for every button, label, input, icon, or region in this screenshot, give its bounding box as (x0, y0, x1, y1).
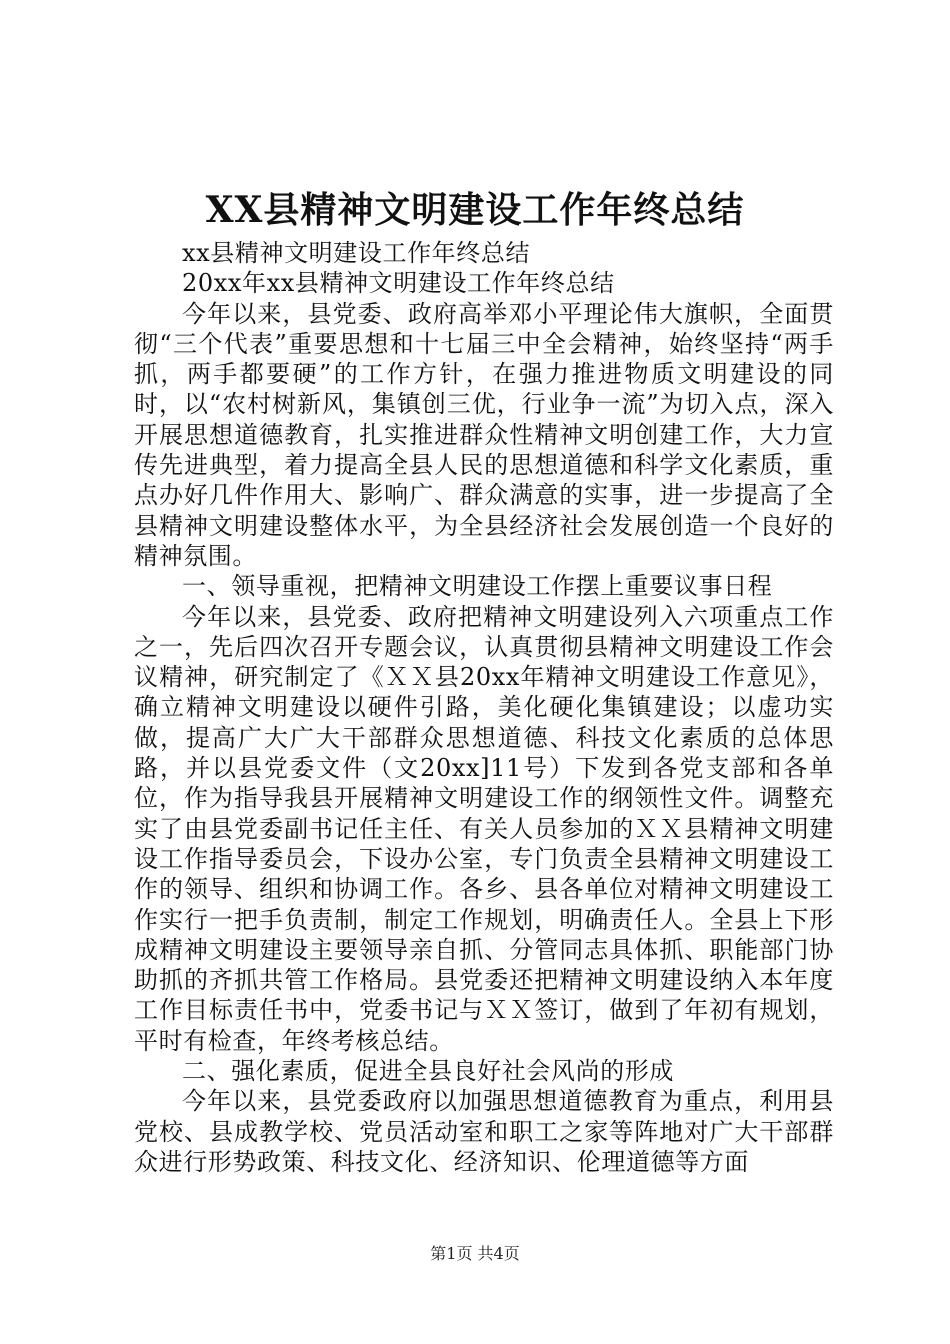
section-heading-1: 一、领导重视，把精神文明建设工作摆上重要议事日程 (182, 572, 773, 601)
paragraph-heading: 20xx年xx县精神文明建设工作年终总结 (182, 269, 615, 298)
section-heading-2: 二、强化素质，促进全县良好社会风尚的形成 (182, 1057, 674, 1086)
paragraph-section-2: 今年以来，县党委政府以加强思想道德教育为重点，利用县党校、县成教学校、党员活动室和职工之家等阵地对广大干部群众进行形势政策、科技文化、经济知识、伦理道德等方面 (134, 1087, 834, 1176)
document-title: XX县精神文明建设工作年终总结 (205, 189, 745, 231)
document-body (134, 238, 834, 1177)
paragraph-subtitle: xx县精神文明建设工作年终总结 (182, 239, 531, 267)
page-footer: 第1页 共4页 (430, 1244, 520, 1263)
paragraph-intro: 今年以来，县党委、政府高举邓小平理论伟大旗帜，全面贯彻“三个代表”重要思想和十七届三中全会精神，始终坚持“两手抓，两手都要硬”的工作方针，在强力推进物质文明建设的同时，以“农村树新风，集镇创三优，行业争一流”为切入点，深入开展思想道德教育，扎实推进群众性精神文明创建工作，大力宣传先进典型，着力提高全县人民的思想道德和科学文化素质，重点办好几件作用大、影响广、群众满意的实事，进一步提高了全县精神文明建设整体水平，为全县经济社会发展创造一个良好的精神氛围。 (134, 299, 834, 570)
paragraph-section-1: 今年以来，县党委、政府把精神文明建设列入六项重点工作之一，先后四次召开专题会议，认真贯彻县精神文明建设工作会议精神，研究制定了《ＸＸ县20xx年精神文明建设工作意见》，确立精神文明建设以硬件引路，美化硬化集镇建设；以虚功实做，提高广大广大干部群众思想道德、科技文化素质的总体思路，并以县党委文件（文20xx]11号）下发到各党支部和各单位，作为指导我县开展精神文明建设工作的纲领性文件。调整充实了由县党委副书记任主任、有关人员参加的ＸＸ县精神文明建设工作指导委员会，下设办公室，专门负责全县精神文明建设工作的领导、组织和协调工作。各乡、县各单位对精神文明建设工作实行一把手负责制，制定工作规划，明确责任人。全县上下形成精神文明建设主要领导亲自抓、分管同志具体抓、职能部门协助抓的齐抓共管工作格局。县党委还把精神文明建设纳入本年度工作目标责任书中，党委书记与ＸＸ签订，做到了年初有规划，平时有检查，年终考核总结。 (134, 602, 834, 1055)
